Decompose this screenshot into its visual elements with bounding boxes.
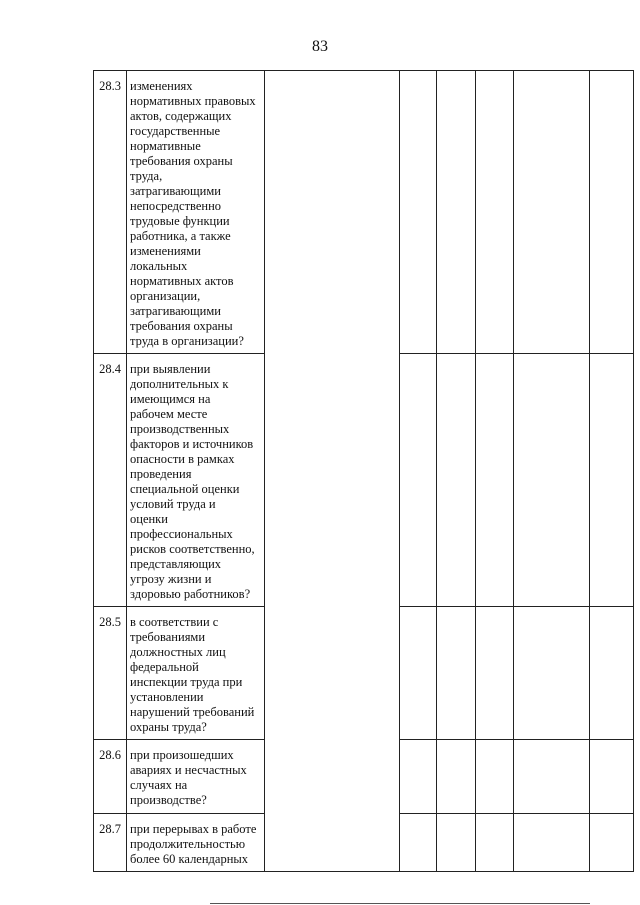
requisites-cell [265, 71, 400, 872]
extra-cell [590, 71, 634, 354]
table-row [94, 71, 634, 354]
note-cell [514, 740, 590, 814]
note-cell [514, 607, 590, 740]
answer-na-cell [476, 814, 514, 872]
page-bottom-edge-line [210, 903, 590, 904]
answer-na-cell [476, 740, 514, 814]
answer-yes-cell [400, 740, 437, 814]
question-cell [127, 607, 265, 740]
answer-na-cell [476, 354, 514, 607]
note-cell [514, 71, 590, 354]
row-number: 28.4 [94, 354, 127, 607]
answer-no-cell [437, 740, 476, 814]
question-cell [127, 71, 265, 354]
row-number: 28.7 [94, 814, 127, 872]
row-number: 28.3 [94, 71, 127, 354]
answer-yes-cell [400, 607, 437, 740]
extra-cell [590, 354, 634, 607]
question-cell [127, 814, 265, 872]
question-cell [127, 740, 265, 814]
checklist-table [93, 70, 634, 872]
answer-na-cell [476, 607, 514, 740]
extra-cell [590, 814, 634, 872]
question-text: изменениях нормативных правовых актов, содержащих государственные нормативные требования охраны труда, затрагивающими непосредственно трудовые функции работника, а также изменениями локальных нормативных актов организации, затрагивающими требования охраны труда в организации? [130, 79, 256, 348]
row-number: 28.5 [94, 607, 127, 740]
question-text: при перерывах в работе продолжительностью более 60 календарных [130, 822, 257, 866]
note-cell [514, 354, 590, 607]
answer-no-cell [437, 71, 476, 354]
extra-cell [590, 607, 634, 740]
answer-yes-cell [400, 71, 437, 354]
note-cell [514, 814, 590, 872]
question-text: при выявлении дополнительных к имеющимся на рабочем месте производственных факторов и источников опасности в рамках проведения специальной оценки условий труда и оценки профессиональных рисков соответственно, представляющих угрозу жизни и здоровью работников? [130, 362, 255, 601]
answer-no-cell [437, 814, 476, 872]
page-number: 83 [312, 38, 328, 55]
question-text: в соответствии с требованиями должностных лиц федеральной инспекции труда при установлении нарушений требований охраны труда? [130, 615, 255, 734]
extra-cell [590, 740, 634, 814]
answer-no-cell [437, 354, 476, 607]
question-text: при произошедших авариях и несчастных случаях на производстве? [130, 748, 247, 807]
answer-no-cell [437, 607, 476, 740]
row-number: 28.6 [94, 740, 127, 814]
answer-yes-cell [400, 354, 437, 607]
question-cell [127, 354, 265, 607]
answer-yes-cell [400, 814, 437, 872]
answer-na-cell [476, 71, 514, 354]
